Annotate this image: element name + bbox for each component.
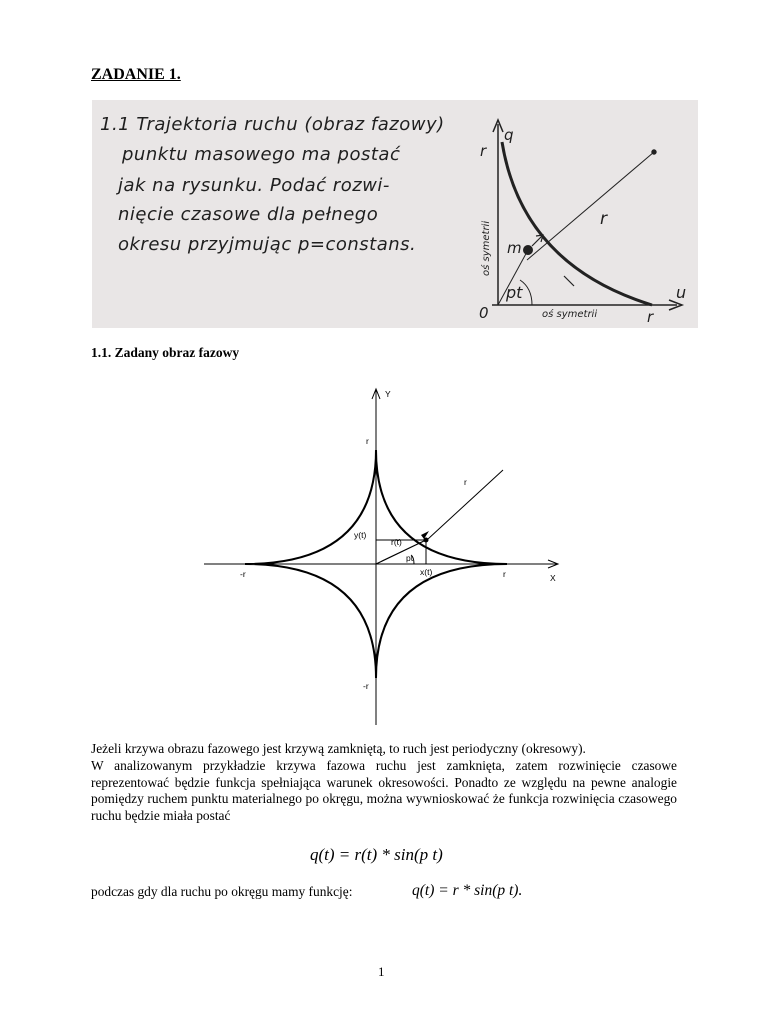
scan-u-label: u — [676, 283, 687, 302]
phase-figure — [200, 385, 570, 735]
page-number: 1 — [378, 964, 385, 979]
scan-line-2: punktu masowego ma postać — [122, 144, 401, 165]
scan-symmetry-vertical: oś symetrii — [481, 220, 492, 276]
label-x-t: x(t) — [420, 567, 433, 577]
scan-line-4: nięcie czasowe dla pełnego — [118, 204, 379, 225]
scan-r-diag-label: r — [600, 209, 607, 229]
scan-m-label: m — [507, 239, 522, 257]
scan-symmetry-horizontal: oś symetrii — [542, 309, 598, 320]
formula-circle: q(t) = r * sin(p t). — [412, 882, 523, 899]
scan-q-label: q — [504, 126, 514, 144]
scan-r-right-label: r — [647, 308, 654, 326]
label-y-t: y(t) — [354, 530, 367, 540]
label-r-diag: r — [464, 477, 467, 487]
formula-main: q(t) = r(t) * sin(p t) — [310, 845, 443, 864]
scan-line-3: jak na rysunku. Podać rozwi- — [118, 175, 390, 196]
label-neg-r-left: -r — [240, 569, 246, 579]
section-title: 1.1. Zadany obraz fazowy — [91, 345, 240, 360]
label-x-axis: X — [550, 573, 556, 583]
label-pt: pt — [406, 553, 414, 563]
scan-phase-diagram — [492, 120, 682, 310]
label-y-axis: Y — [385, 389, 391, 399]
paragraph-line-1: Jeżeli krzywa obrazu fazowego jest krzywą zamkniętą, to ruch jest periodyczny (okresowy). — [91, 741, 586, 756]
scan-line-5: okresu przyjmując p=constans. — [118, 234, 417, 255]
body-paragraph — [91, 741, 677, 825]
label-r-t: r(t) — [391, 537, 402, 547]
label-r-right: r — [503, 569, 506, 579]
circle-motion-text: podczas gdy dla ruchu po okręgu mamy funkcję: — [91, 884, 353, 899]
scan-pt-label: pt — [506, 283, 523, 302]
page-heading: ZADANIE 1. — [91, 66, 181, 83]
scan-r-top-label: r — [480, 142, 487, 160]
paragraph-rest: W analizowanym przykładzie krzywa fazowa ruchu jest zamknięta, zatem rozwinięcie czasowe reprezentować będzie funkcja spełniająca warunek okresowości. Ponadto ze względu na pewne analogie pomiędzy ruchem punktu materialnego po okręgu, można wywnioskować że funkcja rozwinięcia czasowego ruchu będzie miała postać — [91, 757, 677, 824]
label-r-top: r — [366, 436, 369, 446]
scan-line-1: 1.1 Trajektoria ruchu (obraz fazowy) — [100, 114, 445, 135]
label-neg-r-bottom: -r — [363, 681, 369, 691]
scanned-task-image — [92, 100, 698, 328]
scan-origin-label: 0 — [479, 304, 489, 322]
